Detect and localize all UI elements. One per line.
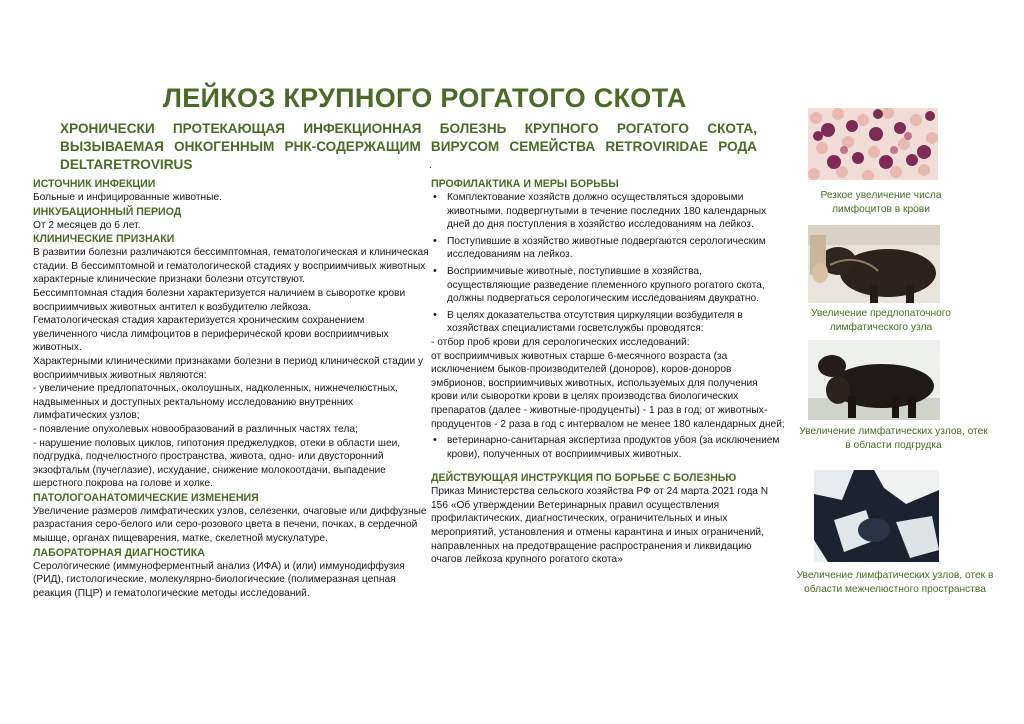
left-column [33, 177, 429, 600]
heading-incubation: ИНКУБАЦИОННЫЙ ПЕРИОД [33, 205, 182, 218]
heading-clinical-signs: КЛИНИЧЕСКИЕ ПРИЗНАКИ [33, 233, 175, 246]
page-subtitle: ХРОНИЧЕСКИ ПРОТЕКАЮЩАЯ ИНФЕКЦИОННАЯ БОЛЕЗНЬ КРУПНОГО РОГАТОГО СКОТА, ВЫЗЫВАЕМАЯ ОНКОГЕННЫМ РНК-СОДЕРЖАЩИМ ВИРУСОМ СЕМЕЙСТВА RETROVIRIDAE РОДА DELTARETROVIRUS [60, 121, 757, 172]
blood-smear-image [808, 108, 938, 180]
text-sampling-details: от восприимчивых животных старше 6-месячного возраста (за исключением быков-производителей (доноров), коров-доноров эмбрионов, восприимчивых животных, используемых для получения крови или сыворотки крови в целях производства биологических препаратов (далее - животные-продуценты) - 1 раз в год; от животных-продуцентов - 2 раза в год с интервалом не менее 180 календарных дней; [431, 350, 785, 430]
text-clinical-1: В развитии болезни различаются бессимптомная, гематологическая и клиническая стадии. В бессимптомной и гематологической стадиях у восприимчивых животных характерные клинические признаки болезни отсутствуют. [33, 247, 429, 286]
caption-prescapular: Увеличение предлопаточного лимфатического узла [811, 308, 951, 333]
text-infection-source: Больные и инфицированные животные. [33, 192, 222, 203]
blood-smear-icon [808, 108, 938, 180]
page-title: ЛЕЙКОЗ КРУПНОГО РОГАТОГО СКОТА [163, 83, 687, 113]
heading-pathology: ПАТОЛОГОАНАТОМИЧЕСКИЕ ИЗМЕНЕНИЯ [33, 491, 259, 504]
caption-blood: Резкое увеличение числа лимфоцитов в крови [820, 190, 942, 215]
cow-photo-icon [808, 225, 940, 303]
text-clinical-4: Характерными клиническими признаками болезни в период клинической стадии у восприимчивых животных являются: [33, 355, 424, 381]
heading-infection-source: ИСТОЧНИК ИНФЕКЦИИ [33, 178, 156, 190]
cow-photo-icon [814, 470, 939, 562]
cow-intermandibular-image [814, 470, 939, 562]
text-clinical-3: Гематологическая стадия характеризуется хроническим сохранением увеличенного числа лимфоцитов в периферической крови восприимчивых животных. [33, 315, 389, 354]
caption-dewlap: Увеличение лимфатических узлов, отек в области подгрудка [799, 426, 988, 451]
text-instruction: Приказ Министерства сельского хозяйства РФ от 24 марта 2021 года N 156 «Об утверждении Ветеринарных правил осуществления профилактических, диагностических, ограничительных и иных мероприятий, установления и отмены карантина и иных ограничений, направленных на предотвращение распространения и ликвидацию очагов лейкоза крупного рогатого скота» [431, 486, 769, 566]
text-clinical-5: - увеличение предлопаточных, околоушных, надколенных, нижнечелюстных, надвыменных и доступных ректальному исследованию внутренних лимфатических узлов; [33, 383, 399, 422]
cow-photo-icon [808, 340, 940, 420]
heading-prevention: ПРОФИЛАКТИКА И МЕРЫ БОРЬБЫ [431, 178, 619, 190]
list-item: • Комплектование хозяйств должно осуществляться здоровыми животными, подвергнутыми в течение последних 180 календарных дней до дня поступления в хозяйство исследованиям на лейкоз. [431, 191, 785, 232]
text-clinical-6: - появление опухолевых новообразований в различных частях тела; [33, 423, 358, 435]
heading-instruction: ДЕЙСТВУЮЩАЯ ИНСТРУКЦИЯ ПО БОРЬБЕ С БОЛЕЗНЬЮ [431, 472, 737, 485]
text-clinical-2: Бессимптомная стадия болезни характеризуется наличием в сыворотке крови восприимчивых животных антител к возбудителю лейкоза. [33, 287, 406, 313]
text-lab-diagnostics: Серологические (иммуноферментный анализ (ИФА) и (или) иммунодиффузия (РИД), гистологические, молекулярно-биологические (полимеразная цепная реакция (ПЦР) и гематологические методы исследований. [33, 560, 405, 599]
text-blood-sampling: - отбор проб крови для серологических исследований: [431, 336, 690, 348]
prevention-list [431, 191, 785, 336]
cow-dewlap-image [808, 340, 940, 420]
stray-dot: . [429, 160, 432, 171]
middle-column [431, 177, 785, 567]
text-clinical-7: - нарушение половых циклов, гипотония преджелудков, отеки в области шеи, подгрудка, подчелюстного пространства, живота, одно- или двусторонний экзофтальм (пучеглазие), исхудание, снижение молокоотдачи, выпадение шерстного покрова на голове и холке. [33, 437, 401, 490]
list-item: • ветеринарно-санитарная экспертиза продуктов убоя (за исключением крови), полученных от восприимчивых животных. [431, 434, 785, 461]
caption-intermandibular: Увеличение лимфатических узлов, отек в области межчелюстного пространства [796, 570, 994, 595]
list-item: • Восприимчивые животные, поступившие в хозяйства, осуществляющие разведение племенного крупного рогатого скота, должны подвергаться серологическим исследованиям двукратно. [431, 265, 785, 306]
prevention-list-2 [431, 434, 785, 461]
text-incubation: От 2 месяцев до 6 лет. [33, 219, 141, 231]
list-item: • В целях доказательства отсутствия циркуляции возбудителя в хозяйствах специалистами госветслужбы проводятся: [431, 309, 785, 336]
text-pathology: Увеличение размеров лимфатических узлов, селезенки, очаговые или диффузные разрастания серо-белого или серо-розового цвета в печени, почках, в сердечной мышце, органах пищеварения, матке, скелетной мускулатуре. [33, 505, 427, 545]
heading-lab-diagnostics: ЛАБОРАТОРНАЯ ДИАГНОСТИКА [33, 546, 205, 559]
cow-prescapular-image [808, 225, 940, 303]
list-item: • Поступившие в хозяйство животные подвергаются серологическим исследованиям на лейкоз. [431, 235, 785, 262]
